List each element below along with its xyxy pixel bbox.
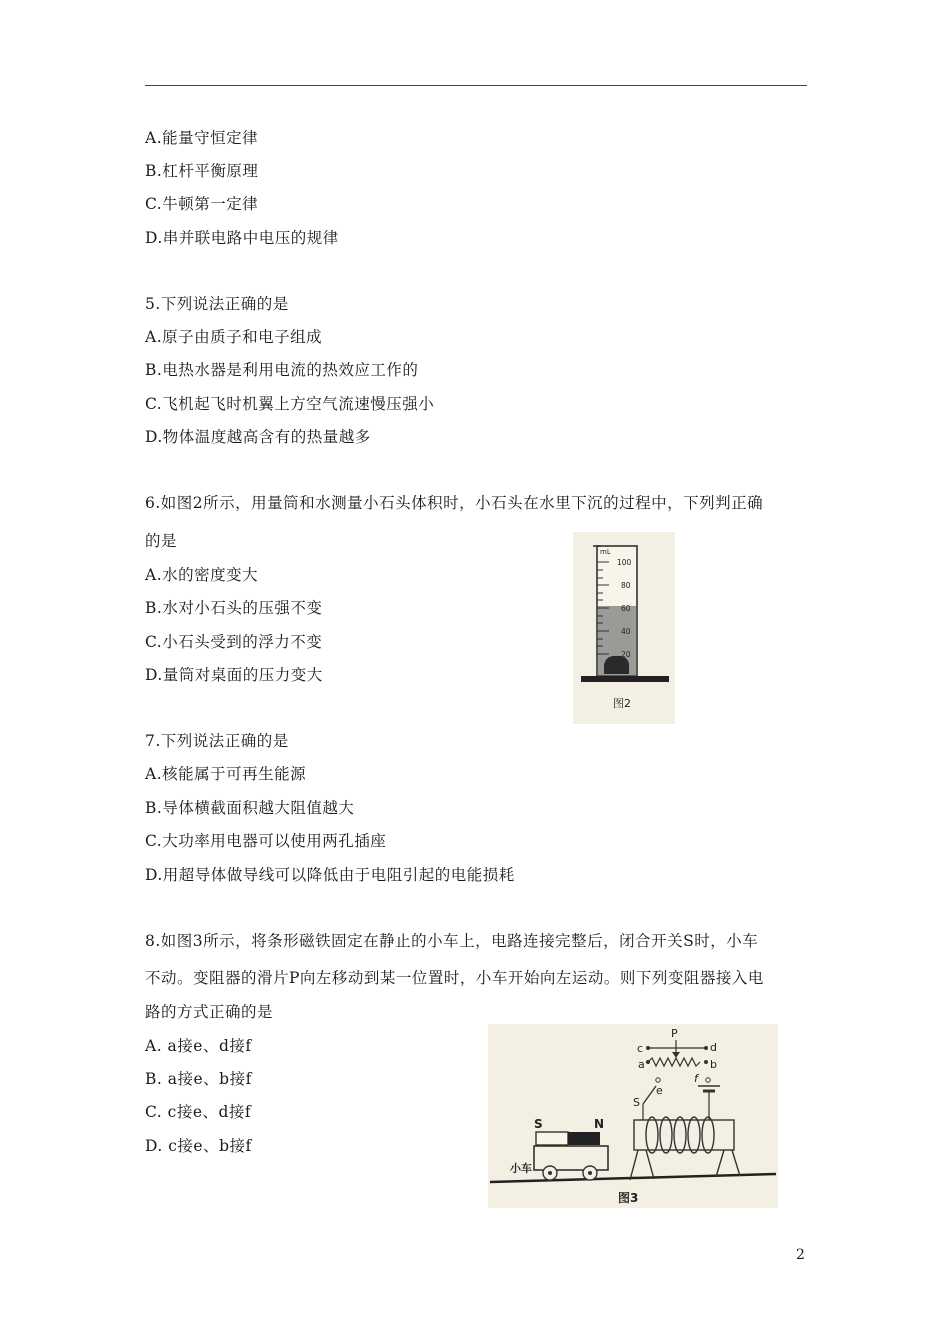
q7-option-b: B.导体横截面积越大阻值越大 xyxy=(145,799,355,817)
fig2-caption: 图2 xyxy=(613,697,631,710)
q4-option-a: A.能量守恒定律 xyxy=(145,129,259,147)
q6-option-b: B.水对小石头的压强不变 xyxy=(145,599,323,617)
q8-stem-line1: 8.如图3所示，将条形磁铁固定在静止的小车上，电路连接完整后，闭合开关S时，小车 xyxy=(145,932,759,950)
q4-option-d: D.串并联电路中电压的规律 xyxy=(145,229,339,247)
fig3-label-cart: 小车 xyxy=(510,1162,532,1175)
q6-option-c: C.小石头受到的浮力不变 xyxy=(145,633,323,651)
fig3-caption: 图3 xyxy=(618,1191,639,1205)
q8-stem-line3: 路的方式正确的是 xyxy=(145,1003,274,1021)
q5-option-c: C.飞机起飞时机翼上方空气流速慢压强小 xyxy=(145,395,435,413)
fig3-label-c: c xyxy=(637,1042,644,1055)
q5-option-b: B.电热水器是利用电流的热效应工作的 xyxy=(145,361,419,379)
q7-option-a: A.核能属于可再生能源 xyxy=(145,765,307,783)
q8-option-c: C. c接e、d接f xyxy=(145,1103,252,1121)
fig2-tick-40: 40 xyxy=(621,627,631,636)
q6-stem-line2: 的是 xyxy=(145,532,178,550)
q8-option-d: D. c接e、b接f xyxy=(145,1137,252,1155)
q6-option-d: D.量筒对桌面的压力变大 xyxy=(145,666,323,684)
fig2-unit-label: mL xyxy=(600,548,611,556)
figure-2-graduated-cylinder xyxy=(573,532,675,724)
fig2-tick-100: 100 xyxy=(617,558,632,567)
q8-option-a: A. a接e、d接f xyxy=(145,1037,252,1055)
fig3-label-b: b xyxy=(710,1058,717,1071)
fig3-label-e: e xyxy=(656,1084,663,1097)
fig3-label-p: P xyxy=(671,1027,678,1040)
q8-stem-line2: 不动。变阻器的滑片P向左移动到某一位置时，小车开始向左运动。则下列变阻器接入电 xyxy=(145,969,764,987)
fig3-label-magnet-n: N xyxy=(594,1117,605,1131)
q6-option-a: A.水的密度变大 xyxy=(145,566,259,584)
fig2-tick-60: 60 xyxy=(621,604,631,613)
page-number: 2 xyxy=(796,1247,805,1263)
q7-stem: 7.下列说法正确的是 xyxy=(145,732,289,750)
q6-stem-line1: 6.如图2所示，用量筒和水测量小石头体积时，小石头在水里下沉的过程中，下列判正确 xyxy=(145,494,764,512)
q4-option-c: C.牛顿第一定律 xyxy=(145,195,259,213)
q5-stem: 5.下列说法正确的是 xyxy=(145,295,289,313)
q7-option-d: D.用超导体做导线可以降低由于电阻引起的电能损耗 xyxy=(145,866,515,884)
header-rule xyxy=(145,85,807,86)
fig3-label-a: a xyxy=(638,1058,645,1071)
q8-option-b: B. a接e、b接f xyxy=(145,1070,252,1088)
fig2-tick-80: 80 xyxy=(621,581,631,590)
fig3-label-magnet-s: S xyxy=(534,1117,543,1131)
fig3-label-d: d xyxy=(710,1041,717,1054)
q5-option-a: A.原子由质子和电子组成 xyxy=(145,328,323,346)
fig3-label-f: f xyxy=(694,1072,698,1085)
figure-3-electromagnet-cart xyxy=(488,1024,778,1208)
q5-option-d: D.物体温度越高含有的热量越多 xyxy=(145,428,371,446)
q4-option-b: B.杠杆平衡原理 xyxy=(145,162,259,180)
fig2-tick-20: 20 xyxy=(621,650,631,659)
fig3-label-switch-s: S xyxy=(633,1096,640,1109)
q7-option-c: C.大功率用电器可以使用两孔插座 xyxy=(145,832,387,850)
